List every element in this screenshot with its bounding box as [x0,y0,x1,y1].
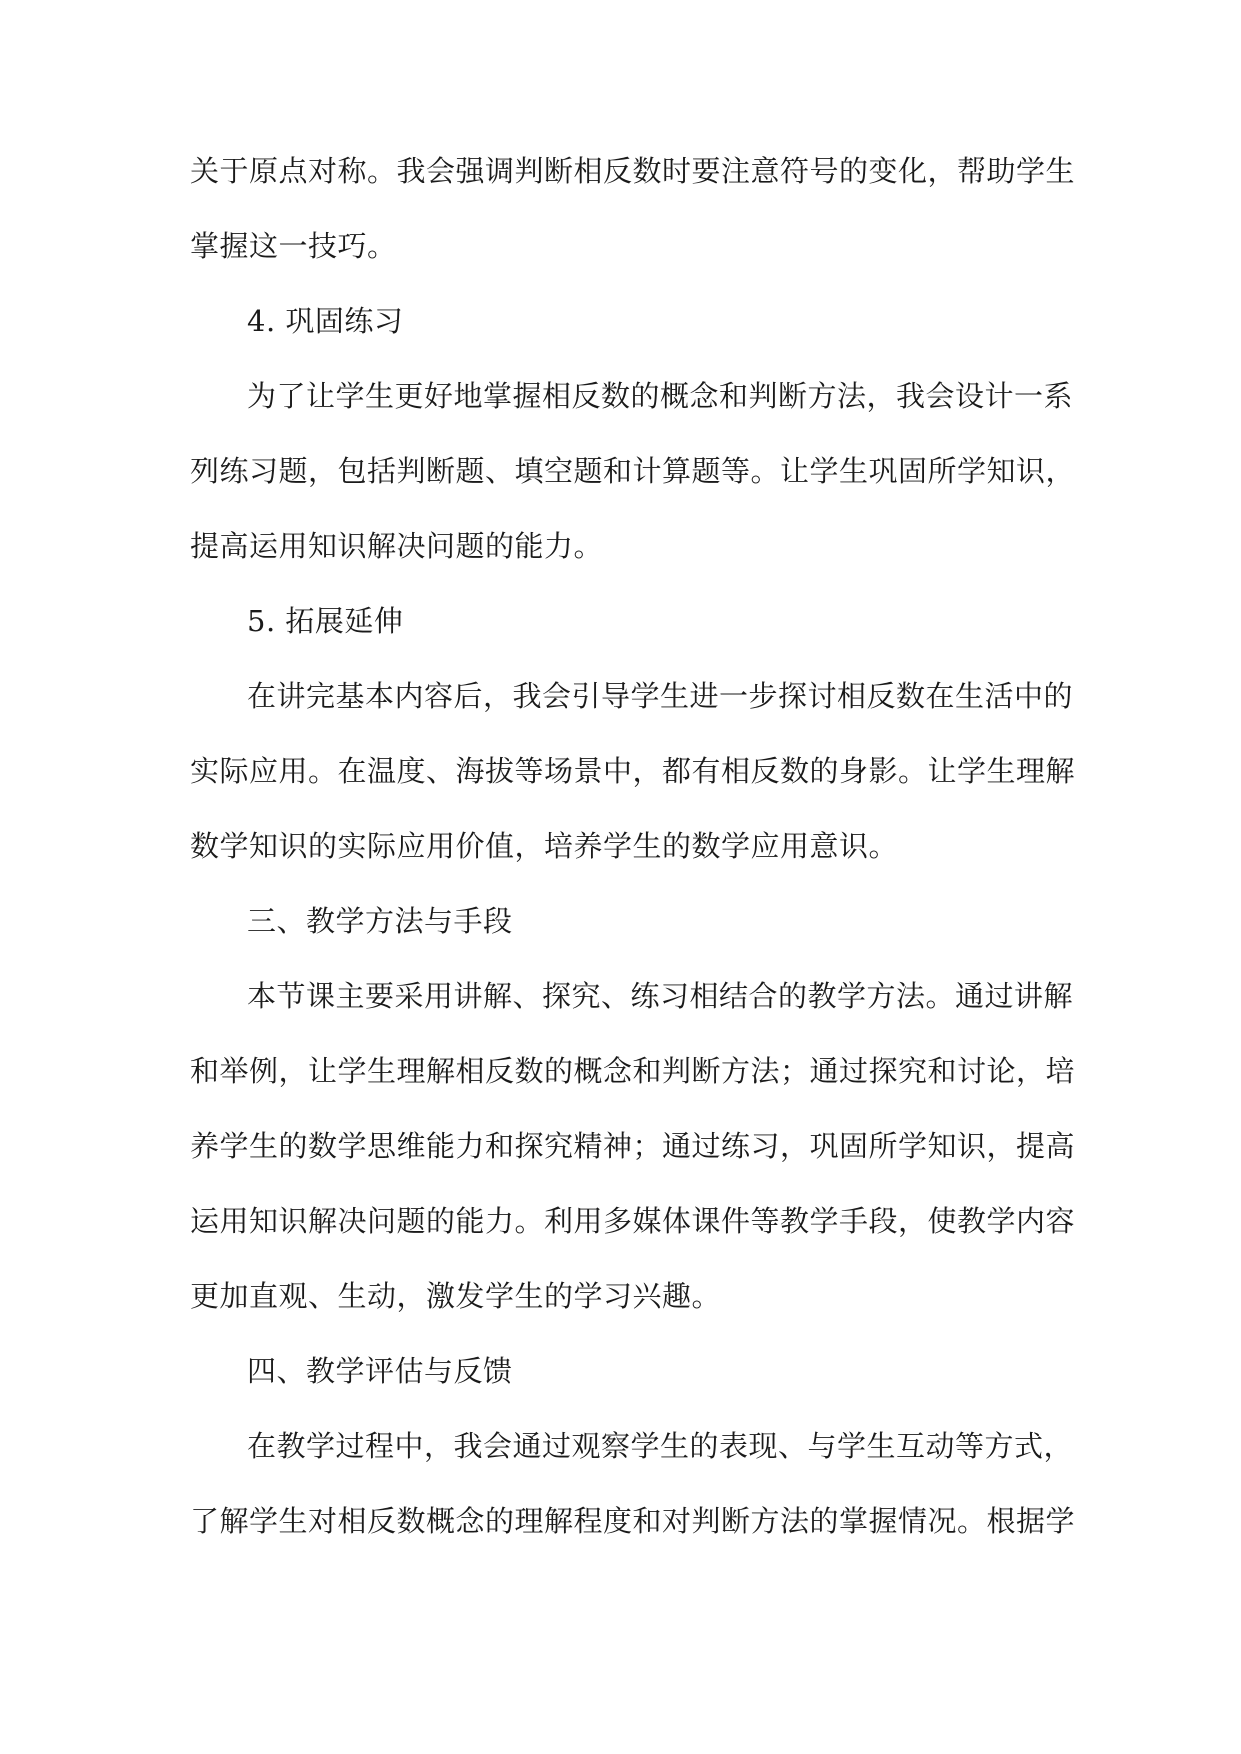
text-line: 实际应用。在温度、海拔等场景中，都有相反数的身影。让学生理解 [190,754,1076,788]
text-line: 掌握这一技巧。 [190,229,397,263]
text-line: 在教学过程中，我会通过观察学生的表现、与学生互动等方式， [247,1429,1074,1463]
section-heading: 5. 拓展延伸 [247,604,404,638]
text-line: 本节课主要采用讲解、探究、练习相结合的教学方法。通过讲解 [247,979,1074,1013]
text-line: 关于原点对称。我会强调判断相反数时要注意符号的变化，帮助学生 [190,154,1076,188]
text-line: 养学生的数学思维能力和探究精神；通过练习，巩固所学知识，提高 [190,1129,1076,1163]
section-heading: 三、教学方法与手段 [247,904,513,938]
text-line: 了解学生对相反数概念的理解程度和对判断方法的掌握情况。根据学 [190,1504,1076,1538]
section-heading: 4. 巩固练习 [247,304,404,338]
text-line: 运用知识解决问题的能力。利用多媒体课件等教学手段，使教学内容 [190,1204,1076,1238]
text-line: 提高运用知识解决问题的能力。 [190,529,604,563]
section-heading: 四、教学评估与反馈 [247,1354,513,1388]
text-line: 列练习题，包括判断题、填空题和计算题等。让学生巩固所学知识， [190,454,1076,488]
text-line: 更加直观、生动，激发学生的学习兴趣。 [190,1279,722,1313]
text-line: 和举例，让学生理解相反数的概念和判断方法；通过探究和讨论，培 [190,1054,1076,1088]
text-line: 数学知识的实际应用价值，培养学生的数学应用意识。 [190,829,899,863]
text-line: 在讲完基本内容后，我会引导学生进一步探讨相反数在生活中的 [247,679,1074,713]
text-line: 为了让学生更好地掌握相反数的概念和判断方法，我会设计一系 [247,379,1074,413]
